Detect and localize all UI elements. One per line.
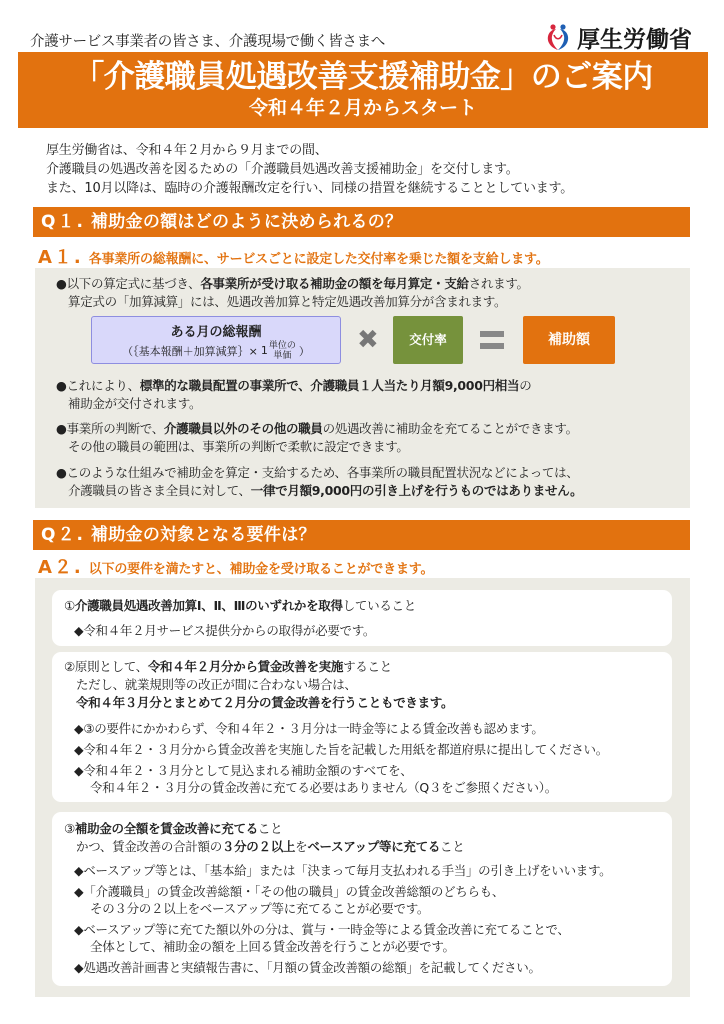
a1-text: 各事業所の総報酬に、サービスごとに設定した交付率を乗じた額を支給します。 [88, 252, 549, 267]
requirement-3-note-continuation: 全体として、補助金の額を上回る賃金改善を行うことが必要です。 [90, 939, 455, 954]
requirement-2-note: ◆令和４年２・３月分として見込まれる補助金額のすべてを、 [74, 763, 413, 778]
req-text: していること [342, 598, 416, 613]
q1-bullet-3 [56, 420, 578, 456]
a1-heading [38, 243, 549, 269]
req-bold-text: 補助金の全額を賃金改善に充てる [74, 821, 258, 836]
requirement-1-note: ◆令和４年２月サービス提供分からの取得が必要です。 [74, 623, 376, 638]
requirement-card-3 [52, 812, 672, 986]
intro-paragraph [46, 141, 573, 198]
req-text: ③ [64, 821, 75, 836]
bullet-text: ●事業所の判断で、 [56, 421, 164, 436]
requirement-3-note: ◆処遇改善計画書と実績報告書に、「月額の賃金改善額の総額」を記載してください。 [74, 960, 541, 975]
formula-fraction [261, 341, 296, 361]
bullet-text: ●このような仕組みで補助金を算定・支給するため、各事業所の職員配置状況などによっては、 [56, 465, 579, 480]
requirement-3-note: ◆ベースアップ等とは、「基本給」または「決まって毎月支払われる手当」の引き上げをいいます。 [74, 863, 612, 878]
formula-expression-close: ） [298, 345, 310, 358]
requirement-card-2 [52, 652, 672, 802]
requirement-2-note-continuation: 令和４年２・３月分の賃金改善に充てる必要はありません（Q３をご参照ください）。 [90, 780, 557, 795]
bullet-continuation: その他の職員の範囲は、事業所の判断で柔軟に設定できます。 [68, 439, 409, 454]
requirement-2-line3 [76, 694, 453, 712]
requirement-3-line2 [76, 838, 464, 856]
q1-bullet-2 [56, 377, 531, 413]
bullet-bold-text: 標準的な職員配置の事業所で、介護職員１人当たり月額9,000円相当 [139, 378, 520, 393]
bullet-text: されます。 [468, 276, 529, 291]
banner-subtitle: 令和４年２月からスタート [248, 97, 477, 119]
a2-heading [38, 553, 433, 579]
q1-bullet-1 [56, 275, 529, 311]
bullet-bold-text: 各事業所が受け取る補助金の額を毎月算定・支給 [200, 276, 469, 291]
requirement-3-note: ◆「介護職員」の賃金改善総額・「その他の職員」の賃金改善総額のどちらも、 [74, 884, 505, 899]
q2-heading [33, 520, 690, 550]
bullet-bold-text: 介護職員以外のその他の職員 [163, 421, 323, 436]
requirement-3-note-continuation: その３分の２以上をベースアップ等に充てることが必要です。 [90, 901, 430, 916]
intro-line: 介護職員の処遇改善を図るための「介護職員処遇改善支援補助金」を交付します。 [46, 162, 519, 177]
req-text: かつ、賃金改善の合計額の [76, 839, 222, 854]
equals-icon [480, 331, 504, 349]
mhlw-logo-icon [545, 23, 571, 51]
a2-text: 以下の要件を満たすと、補助金を受け取ることができます。 [88, 562, 434, 577]
req-text: ②原則として、 [64, 659, 148, 674]
formula-result-box: 補助額 [523, 316, 615, 364]
a1-number: A１. [38, 247, 83, 268]
bullet-text: ●これにより、 [56, 378, 140, 393]
bullet-text: の [519, 378, 532, 393]
requirement-2-line2: ただし、就業規則等の改正が間に合わない場合は、 [76, 677, 357, 692]
requirement-card-1 [52, 590, 672, 646]
req-bold-text: 令和４年３月分とまとめて２月分の賃金改善を行うこともできます。 [76, 695, 454, 710]
calculation-formula [91, 316, 621, 364]
req-text: こと [440, 839, 465, 854]
bullet-bold-text: 一律で月額9,000円の引き上げを行うものではありません。 [250, 483, 583, 498]
q2-number: Q２. [41, 525, 85, 545]
bullet-text: の処遇改善に補助金を充てることができます。 [322, 421, 578, 436]
intro-line: 厚生労働省は、令和４年２月から９月までの間、 [46, 143, 328, 158]
bullet-text: ●以下の算定式に基づき、 [56, 276, 201, 291]
q1-bullet-4 [56, 464, 582, 500]
a2-number: A２. [38, 557, 83, 578]
q1-question: 補助金の額はどのように決められるの？ [90, 212, 403, 232]
banner-title: 「介護職員処遇改善支援補助金」のご案内 [73, 59, 653, 95]
req-bold-text: ３分の２以上 [221, 839, 296, 854]
requirement-2-heading [64, 658, 392, 676]
q2-question: 補助金の対象となる要件は？ [90, 525, 316, 545]
formula-total-remuneration-box [91, 316, 341, 364]
req-text: ① [64, 598, 75, 613]
title-banner [18, 52, 708, 128]
bullet-continuation: 補助金が交付されます。 [68, 396, 202, 411]
req-bold-text: ベースアップ等に充てる [307, 839, 441, 854]
requirement-2-note: ◆令和４年２・３月分から賃金改善を実施した旨を記載した用紙を都道府県に提出してください。 [74, 742, 608, 757]
logo-text: 厚生労働省 [577, 26, 692, 53]
q1-number: Q１. [41, 212, 85, 232]
mhlw-logo [545, 20, 692, 54]
formula-box1-title: ある月の総報酬 [170, 325, 262, 340]
bullet-continuation [56, 482, 582, 500]
req-text: こと [257, 821, 283, 836]
formula-box1-expression [92, 341, 340, 361]
req-text: を [295, 839, 308, 854]
bullet-text: 介護職員の皆さま全員に対して、 [68, 483, 251, 498]
fraction-bottom: 単価 [273, 351, 292, 361]
requirement-3-note: ◆ベースアップ等に充てた額以外の分は、賞与・一時金等による賃金改善に充てることで、 [74, 922, 570, 937]
requirement-1-heading [64, 597, 416, 615]
requirement-3-heading [64, 820, 282, 838]
audience-line: 介護サービス事業者の皆さま、介護現場で働く皆さまへ [30, 34, 385, 50]
multiply-icon: ✖ [357, 325, 379, 355]
req-text: すること [343, 659, 392, 674]
req-bold-text: 令和４年２月分から賃金改善を実施 [147, 659, 344, 674]
q1-heading [33, 207, 690, 237]
req-bold-text: 介護職員処遇改善加算Ⅰ、Ⅱ、Ⅲのいずれかを取得 [74, 598, 343, 613]
requirement-2-note: ◆③の要件にかかわらず、令和４年２・３月分は一時金等による賃金改善も認めます。 [74, 721, 544, 736]
formula-rate-box: 交付率 [393, 316, 463, 364]
bullet-continuation: 算定式の「加算減算」には、処遇改善加算と特定処遇改善加算分が含まれます。 [68, 294, 507, 309]
formula-expression-open: （｛基本報酬＋加算減算｝× [122, 345, 258, 358]
fraction-number: 1 [260, 344, 268, 357]
fraction-top: 単位の [268, 341, 296, 351]
intro-line: また、10月以降は、臨時の介護報酬改定を行い、同様の措置を継続することとしています。 [46, 181, 574, 196]
